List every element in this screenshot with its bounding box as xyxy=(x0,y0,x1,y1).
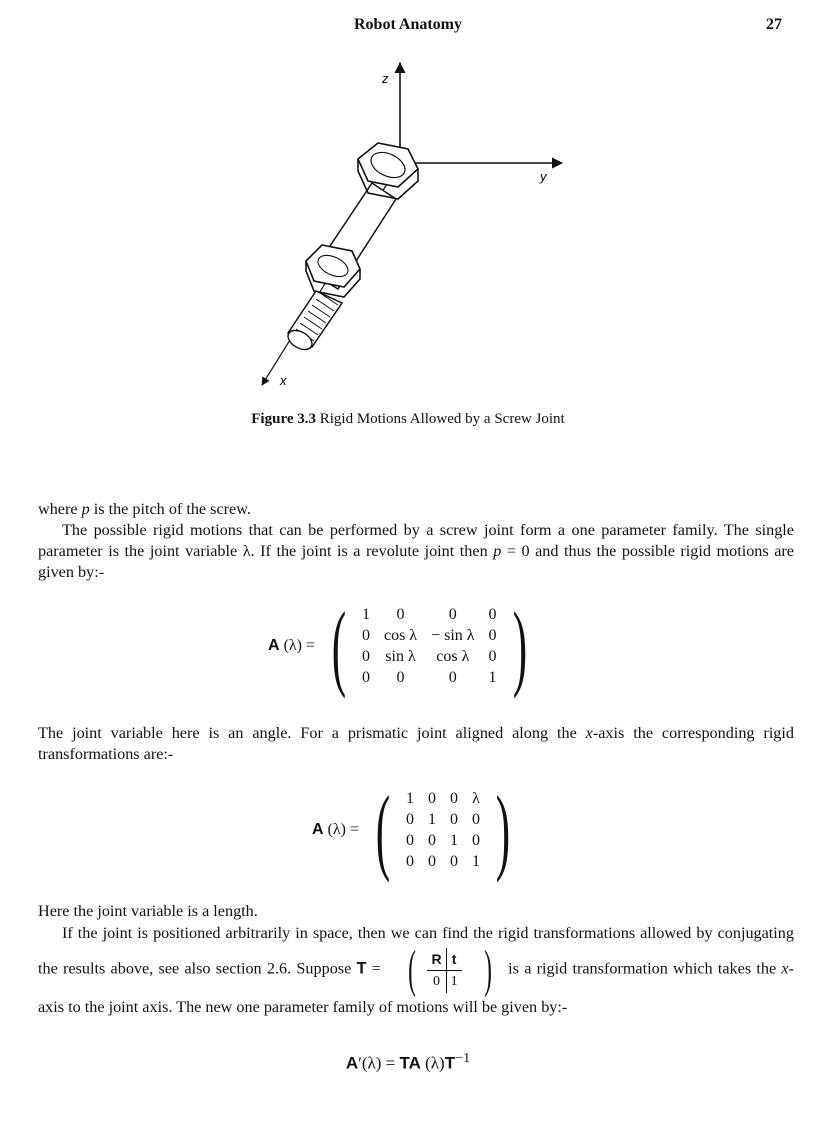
paragraph-conjugation: If the joint is positioned arbitrarily in space, then we can find the rigid transformations allowed by conjugating the results above, see also section 2.6. Suppose T = ( R t 0 1 ) is a rigid transformation which takes the x-axis to the joint axis. The new one parameter family of motions will be given by:- xyxy=(38,924,794,1016)
revolute-matrix-cell: 0 xyxy=(488,605,497,623)
revolute-matrix-cell: 0 xyxy=(361,668,370,686)
paragraph-revolute: The possible rigid motions that can be performed by a screw joint form a one parameter family. The single parameter is the joint variable λ. If the joint is a revolute joint then p = 0 and thus the possible rigid motions are given by:- xyxy=(38,521,794,581)
prismatic-matrix-cell: 0 xyxy=(405,852,414,870)
screw-joint-figure xyxy=(250,55,580,400)
prismatic-matrix-cell: 0 xyxy=(405,831,414,849)
revolute-matrix-cell: 0 xyxy=(361,647,370,665)
prismatic-matrix-cell: 0 xyxy=(449,852,458,870)
prismatic-matrix-cell: 0 xyxy=(405,810,414,828)
equation-lhs: A (λ) = xyxy=(268,637,315,654)
page-number: 27 xyxy=(766,16,782,33)
revolute-matrix-cell: 0 xyxy=(488,647,497,665)
prismatic-matrix-cell: 0 xyxy=(449,789,458,807)
revolute-matrix-cell: 1 xyxy=(361,605,370,623)
revolute-matrix-cell: 0 xyxy=(396,668,405,686)
revolute-matrix-cell: 0 xyxy=(448,668,457,686)
revolute-matrix-cell: cos λ xyxy=(383,626,418,644)
right-paren: ) xyxy=(512,592,527,699)
transform-block-matrix: ( R t 0 1 ) xyxy=(408,941,492,998)
prismatic-matrix-cell: 0 xyxy=(449,810,458,828)
caption-label: Figure 3.3 xyxy=(251,411,316,427)
revolute-matrix-cell: 0 xyxy=(448,605,457,623)
x-axis-label: x xyxy=(280,373,287,388)
z-axis-label: z xyxy=(382,71,389,86)
right-paren: ) xyxy=(495,776,511,883)
y-axis-label: y xyxy=(540,169,547,184)
running-header: Robot Anatomy xyxy=(353,16,462,33)
prismatic-matrix-cell: 1 xyxy=(427,810,436,828)
prismatic-equation xyxy=(312,776,519,883)
revolute-equation xyxy=(268,592,535,699)
revolute-matrix-cell: 0 xyxy=(396,605,405,623)
prismatic-matrix-cell: λ xyxy=(472,789,480,807)
top-nut xyxy=(358,143,418,199)
paragraph-prismatic: The joint variable here is an angle. For a prismatic joint aligned along the x-axis the corresponding rigid transformations are:- xyxy=(38,724,794,763)
left-paren: ( xyxy=(375,776,391,883)
revolute-matrix-cell: 0 xyxy=(488,626,497,644)
paragraph-pitch: where p is the pitch of the screw. xyxy=(38,500,251,518)
equation-lhs: A (λ) = xyxy=(312,821,359,838)
revolute-matrix-cell: cos λ xyxy=(436,647,470,665)
lower-nut xyxy=(306,245,360,297)
left-paren: ( xyxy=(331,592,347,699)
prismatic-matrix-cell: 1 xyxy=(405,789,414,807)
revolute-matrix-cell: − sin λ xyxy=(431,626,475,644)
prismatic-matrix xyxy=(399,788,487,872)
revolute-matrix-cell: 1 xyxy=(488,668,497,686)
prismatic-matrix-cell: 1 xyxy=(471,852,480,870)
prismatic-matrix-cell: 0 xyxy=(427,831,436,849)
prismatic-matrix-cell: 0 xyxy=(427,852,436,870)
threaded-end xyxy=(285,291,342,353)
prismatic-matrix-cell: 0 xyxy=(471,810,480,828)
figure-caption xyxy=(0,411,816,428)
caption-text: Rigid Motions Allowed by a Screw Joint xyxy=(319,411,565,427)
revolute-matrix-cell: sin λ xyxy=(385,647,416,665)
revolute-matrix xyxy=(355,604,504,688)
revolute-matrix-cell: 0 xyxy=(361,626,370,644)
prismatic-matrix-cell: 1 xyxy=(449,831,458,849)
paragraph-length: Here the joint variable is a length. xyxy=(38,902,258,920)
prismatic-matrix-cell: 0 xyxy=(427,789,436,807)
conjugation-equation: A′(λ) = TA $(\lambda)T^{-1}$ xyxy=(345,1050,471,1073)
prismatic-matrix-cell: 0 xyxy=(471,831,480,849)
